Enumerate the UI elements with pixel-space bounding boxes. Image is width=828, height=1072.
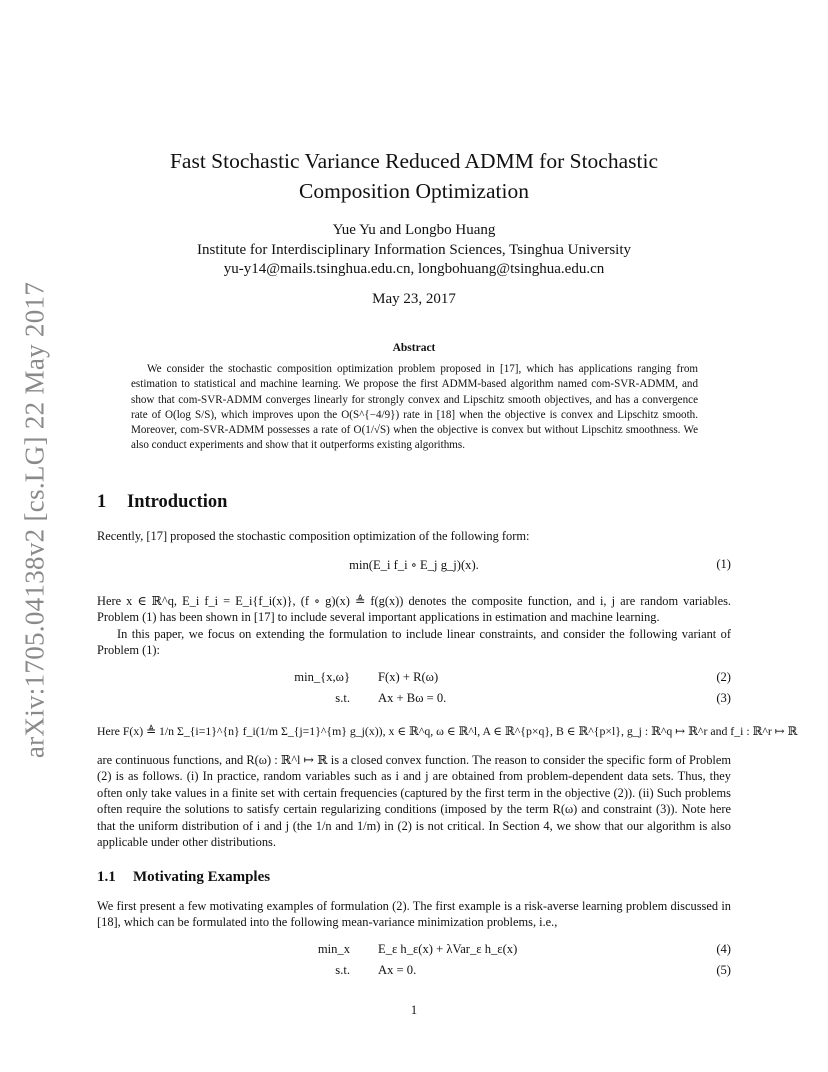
paper-date: May 23, 2017 bbox=[372, 291, 456, 307]
equation-5-rhs: Ax = 0. bbox=[378, 963, 417, 977]
author-emails: yu-y14@mails.tsinghua.edu.cn, longbohuang@tsinghua.edu.cn bbox=[223, 261, 605, 277]
arxiv-identifier: arXiv:1705.04138v2 [cs.LG] 22 May 2017 bbox=[19, 281, 50, 759]
title-line-2: Composition Optimization bbox=[299, 179, 529, 203]
subsection-heading-motivating-examples bbox=[97, 869, 270, 886]
equation-4-rhs: E_ε h_ε(x) + λVar_ε h_ε(x) bbox=[378, 942, 518, 956]
author-names: Yue Yu and Longbo Huang bbox=[332, 222, 496, 238]
abstract-text: We consider the stochastic composition optimization problem proposed in [17], which has applications ranging from estimation to statistical and machine learning. We propose the first ADMM-based algorithm named com-SVR-ADMM, and show that com-SVR-ADMM converges linearly for strongly convex and Lipschitz smooth objectives, and has a convergence rate of O(log S/S), which improves upon the O(S^{−4/9}) rate in [18] when the objective is convex and Lipschitz smooth. Moreover, com-SVR-ADMM possesses a rate of O(1/√S) when the objective is convex but without Lipschitz smoothness. We also conduct experiments and show that it outperforms existing algorithms. bbox=[131, 363, 698, 452]
equation-3-rhs: Ax + Bω = 0. bbox=[378, 691, 447, 705]
intro-paragraph-1: Recently, [17] proposed the stochastic composition optimization of the following form: bbox=[97, 529, 530, 543]
section-number: 1 bbox=[97, 492, 107, 512]
equation-block-2-3 bbox=[97, 670, 731, 710]
section-heading-introduction bbox=[97, 492, 227, 513]
equation-block-4-5 bbox=[97, 942, 731, 982]
equation-4-number: (4) bbox=[716, 942, 731, 956]
intro-paragraph-2: Here x ∈ ℝ^q, E_i f_i = E_i{f_i(x)}, (f ∘ g)(x) ≜ f(g(x)) denotes the composite function, and i, j are random variables. Problem (1) has been shown in [17] to include several important applications in estimation and machine learning. bbox=[97, 594, 731, 625]
equation-1-body: min(E_i f_i ∘ E_j g_j)(x). bbox=[349, 558, 479, 572]
intro-paragraph-3: In this paper, we focus on extending the formulation to include linear constraints, and consider the following variant of Problem (1): bbox=[97, 627, 731, 658]
author-block bbox=[120, 221, 708, 280]
equation-1-number: (1) bbox=[716, 557, 731, 571]
section-title: Introduction bbox=[127, 492, 228, 512]
equation-5-lhs: s.t. bbox=[335, 963, 350, 977]
author-affiliation: Institute for Interdisciplinary Information Sciences, Tsinghua University bbox=[197, 241, 631, 258]
equation-3-number: (3) bbox=[716, 691, 731, 705]
arxiv-sidebar bbox=[2, 280, 68, 760]
intro-paragraph-4: are continuous functions, and R(ω) : ℝ^l ↦ ℝ is a closed convex function. The reason to consider the specific form of Problem (2) is as follows. (i) In practice, random variables such as i and j are obtained from problem-dependent data sets. Thus, they often only take values in a finite set with certain frequencies (captured by the first term in the objective (2)). (ii) Such problems often require the solutions to satisfy certain regularizing conditions (imposed by the term R(ω) and constraint (3)). Note here that the uniform distribution of i and j (the 1/n and 1/m) in (2) is not critical. In Section 4, we show that our algorithm is also applicable under other distributions. bbox=[97, 753, 731, 850]
title-line-1: Fast Stochastic Variance Reduced ADMM for Stochastic bbox=[169, 149, 659, 173]
paper-title bbox=[120, 146, 708, 206]
motivating-paragraph-1: We first present a few motivating examples of formulation (2). The first example is a risk-averse learning problem discussed in [18], which can be formulated into the following mean-variance minimization problems, i.e., bbox=[97, 899, 731, 930]
equation-3-lhs: s.t. bbox=[335, 691, 350, 705]
intro-paragraph-4-line-1: Here F(x) ≜ 1/n Σ_{i=1}^{n} f_i(1/m Σ_{j=1}^{m} g_j(x)), x ∈ ℝ^q, ω ∈ ℝ^l, A ∈ ℝ^{p×q}, B ∈ ℝ^{p×l}, g_j : ℝ^q ↦ ℝ^r and f_i : ℝ^r ↦ ℝ bbox=[97, 724, 798, 738]
equation-5-number: (5) bbox=[716, 963, 731, 977]
abstract-heading: Abstract bbox=[392, 342, 436, 354]
equation-4-lhs: min_x bbox=[317, 942, 350, 956]
equation-2-number: (2) bbox=[716, 670, 731, 684]
page-number: 1 bbox=[410, 1003, 418, 1017]
subsection-title: Motivating Examples bbox=[133, 869, 271, 885]
equation-2-rhs: F(x) + R(ω) bbox=[378, 670, 439, 684]
equation-2-lhs: min_{x,ω} bbox=[294, 670, 350, 684]
subsection-number: 1.1 bbox=[97, 869, 116, 885]
equation-1 bbox=[97, 557, 731, 575]
